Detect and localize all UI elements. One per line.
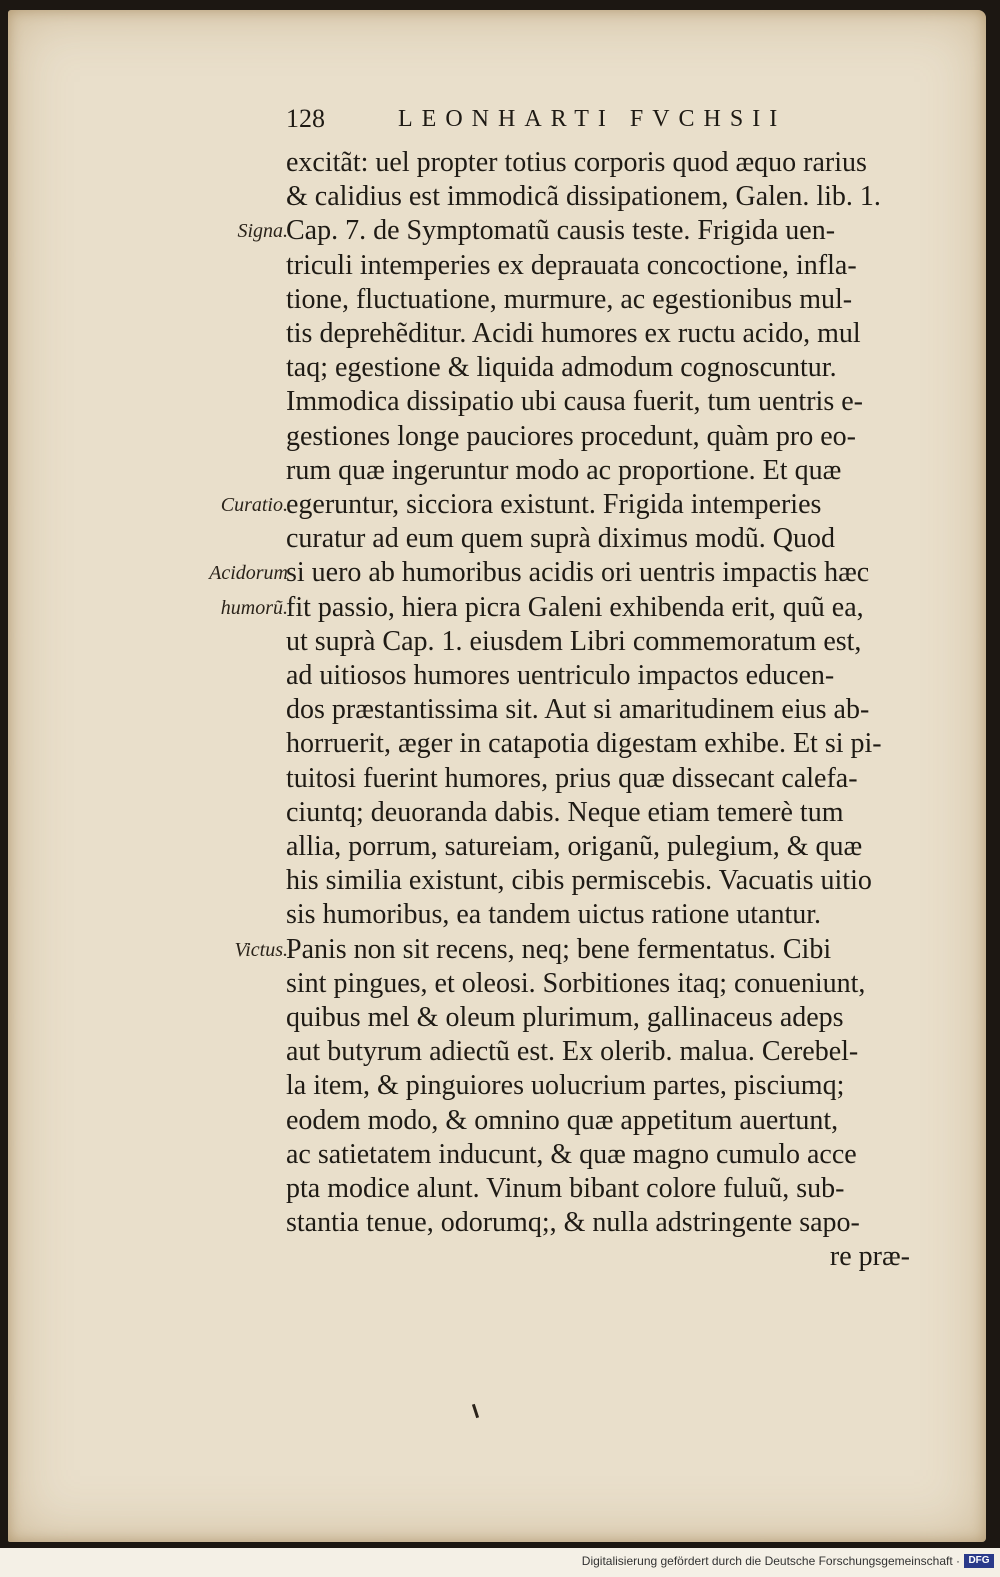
text-line: horruerit, æger in catapotia digestam exhibe. Et si pi- — [286, 728, 882, 760]
text-line: curatur ad eum quem suprà diximus modũ. Quod — [286, 523, 836, 555]
text-block — [0, 146, 1000, 1273]
text-line: tuitosi fuerint humores, prius quæ dissecant calefa- — [286, 762, 858, 794]
footer-bar — [0, 1548, 1000, 1577]
text-line: sint pingues, et oleosi. Sorbitiones itaq; conueniunt, — [286, 967, 866, 999]
text-line: fit passio, hiera picra Galeni exhibenda erit, quũ ea, — [286, 591, 864, 623]
text-line: taq; egestione & liquida admodum cognoscuntur. — [286, 352, 837, 384]
text-line: rum quæ ingeruntur modo ac proportione. Et quæ — [286, 454, 842, 486]
text-line: allia, porrum, satureiam, origanũ, pulegium, & quæ — [286, 831, 863, 862]
text-line: egeruntur, sicciora existunt. Frigida intemperies — [286, 489, 822, 520]
text-line: eodem modo, & omnino quæ appetitum auertunt, — [286, 1104, 839, 1136]
text-line: excitãt: uel propter totius corporis quod æquo rarius — [286, 147, 867, 178]
dfg-logo: DFG — [964, 1554, 994, 1568]
margin-note: Curatio. — [220, 494, 288, 516]
text-line: ac satietatem inducunt, & quæ magno cumulo acce — [286, 1138, 857, 1170]
text-line: Cap. 7. de Symptomatũ causis teste. Frigida uen- — [286, 215, 836, 247]
text-line: triculi intemperies ex deprauata concoctione, infla- — [286, 249, 857, 281]
text-line: ad uitiosos humores uentriculo impactos educen- — [286, 660, 835, 691]
text-line: sis humoribus, ea tandem uictus ratione utantur. — [286, 899, 822, 931]
text-line: tis deprehẽditur. Acidi humores ex ructu acido, mul — [286, 318, 861, 349]
margin-note: Victus. — [234, 938, 288, 961]
text-line: Panis non sit recens, neq; bene fermentatus. Cibi — [286, 933, 832, 965]
margin-note: Acidorum — [209, 562, 288, 585]
text-line: quibus mel & oleum plurimum, gallinaceus adeps — [286, 1002, 844, 1033]
text-line: gestiones longe pauciores procedunt, quàm pro eo- — [286, 420, 856, 452]
running-title: LEONHARTI FVCHSII — [398, 106, 787, 132]
margin-note: Signa. — [237, 220, 288, 243]
funding-notice: Digitalisierung gefördert durch die Deutsche Forschungsgemeinschaft · — [581, 1554, 960, 1568]
text-line: ciuntq; deuoranda dabis. Neque etiam temerè tum — [286, 796, 844, 828]
text-line: Immodica dissipatio ubi causa fuerit, tum uentris e- — [286, 386, 863, 418]
text-line: si uero ab humoribus acidis ori uentris impactis hæc — [286, 557, 870, 589]
text-line: & calidius est immodicã dissipationem, Galen. lib. 1. — [286, 181, 881, 213]
text-line: pta modice alunt. Vinum bibant colore fuluũ, sub- — [286, 1173, 845, 1204]
text-line: ut suprà Cap. 1. eiusdem Libri commemoratum est, — [286, 625, 862, 657]
catchword: re præ- — [829, 1241, 910, 1273]
text-line: dos præstantissima sit. Aut si amaritudinem eius ab- — [286, 694, 870, 726]
text-line: his similia existunt, cibis permiscebis. Vacuatis uitio — [286, 865, 872, 897]
text-line: stantia tenue, odorumq;, & nulla adstringente sapo- — [286, 1207, 860, 1239]
running-header — [286, 104, 806, 136]
margin-note: humorũ. — [220, 596, 288, 619]
text-line: aut butyrum adiectũ est. Ex olerib. malua. Cerebel- — [286, 1036, 859, 1068]
text-line: tione, fluctuatione, murmure, ac egestionibus mul- — [286, 283, 853, 315]
page-number: 128 — [286, 104, 325, 133]
text-line: la item, & pinguiores uolucrium partes, pisciumq; — [286, 1070, 845, 1102]
